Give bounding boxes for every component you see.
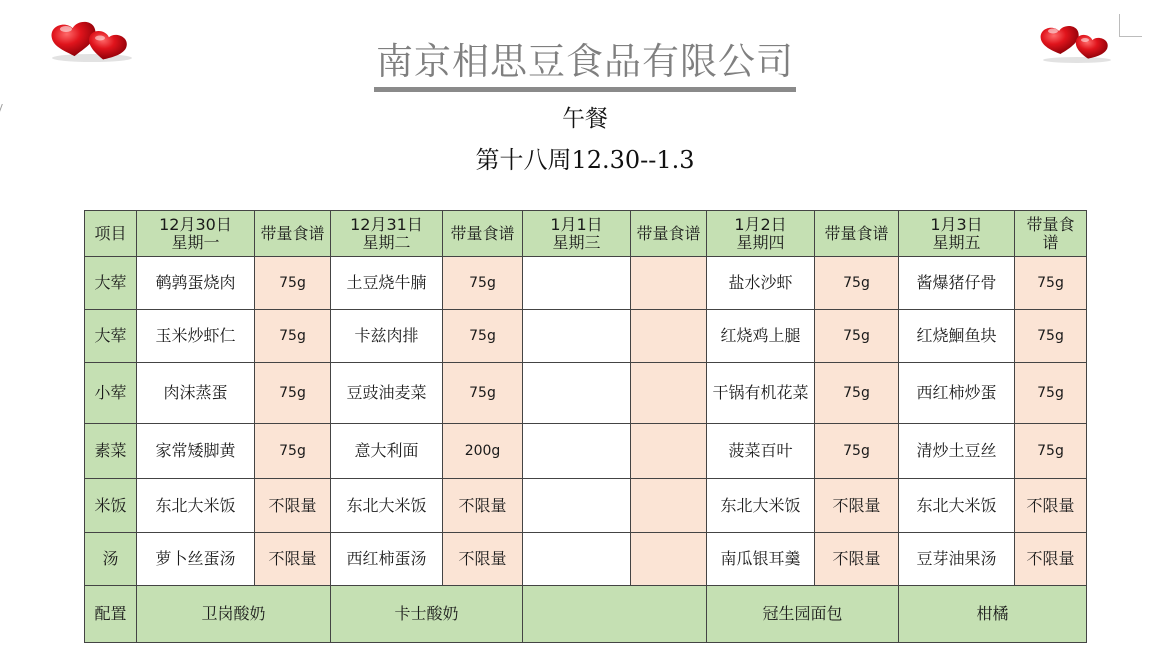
amount-cell: 不限量 bbox=[1015, 479, 1087, 533]
config-cell: 冠生园面包 bbox=[707, 586, 899, 643]
dish-cell: 红烧鮰鱼块 bbox=[899, 310, 1015, 363]
header-cell: 1月3日 星期五 bbox=[899, 211, 1015, 257]
dish-cell: 意大利面 bbox=[331, 424, 443, 479]
dish-cell: 东北大米饭 bbox=[331, 479, 443, 533]
amount-cell bbox=[631, 363, 707, 424]
amount-cell: 不限量 bbox=[815, 479, 899, 533]
dish-cell: 西红柿炒蛋 bbox=[899, 363, 1015, 424]
amount-cell: 75g bbox=[1015, 310, 1087, 363]
dish-cell bbox=[523, 424, 631, 479]
config-row bbox=[85, 586, 1087, 643]
amount-cell: 75g bbox=[443, 363, 523, 424]
amount-cell: 75g bbox=[815, 363, 899, 424]
amount-cell: 75g bbox=[255, 363, 331, 424]
dish-cell: 萝卜丝蛋汤 bbox=[137, 533, 255, 586]
table-row bbox=[85, 533, 1087, 586]
header-cell: 项目 bbox=[85, 211, 137, 257]
config-cell: 卫岗酸奶 bbox=[137, 586, 331, 643]
header-cell: 带量食谱 bbox=[255, 211, 331, 257]
header-cell: 带量食谱 bbox=[443, 211, 523, 257]
amount-cell: 不限量 bbox=[255, 479, 331, 533]
dish-cell: 土豆烧牛腩 bbox=[331, 257, 443, 310]
amount-cell bbox=[631, 310, 707, 363]
dish-cell: 东北大米饭 bbox=[137, 479, 255, 533]
category-cell: 配置 bbox=[85, 586, 137, 643]
dish-cell: 豆芽油果汤 bbox=[899, 533, 1015, 586]
amount-cell: 75g bbox=[1015, 257, 1087, 310]
dish-cell: 豆豉油麦菜 bbox=[331, 363, 443, 424]
table-row bbox=[85, 363, 1087, 424]
amount-cell: 不限量 bbox=[443, 533, 523, 586]
table-row bbox=[85, 310, 1087, 363]
amount-cell: 75g bbox=[255, 310, 331, 363]
dish-cell: 家常矮脚黄 bbox=[137, 424, 255, 479]
table-row bbox=[85, 424, 1087, 479]
amount-cell bbox=[631, 257, 707, 310]
dish-cell: 西红柿蛋汤 bbox=[331, 533, 443, 586]
lunch-menu-table bbox=[84, 210, 1087, 643]
table-row bbox=[85, 257, 1087, 310]
amount-cell: 75g bbox=[255, 257, 331, 310]
amount-cell: 75g bbox=[1015, 424, 1087, 479]
meal-title: 午餐 bbox=[562, 106, 608, 132]
amount-cell bbox=[631, 479, 707, 533]
amount-cell: 75g bbox=[815, 310, 899, 363]
dish-cell bbox=[523, 479, 631, 533]
dish-cell: 酱爆猪仔骨 bbox=[899, 257, 1015, 310]
amount-cell bbox=[631, 424, 707, 479]
amount-cell: 不限量 bbox=[815, 533, 899, 586]
dish-cell: 东北大米饭 bbox=[707, 479, 815, 533]
dish-cell: 南瓜银耳羹 bbox=[707, 533, 815, 586]
header-cell: 带量食谱 bbox=[815, 211, 899, 257]
amount-cell: 75g bbox=[815, 424, 899, 479]
category-cell: 大荤 bbox=[85, 310, 137, 363]
dish-cell bbox=[523, 363, 631, 424]
company-name: 南京相思豆食品有限公司 bbox=[374, 38, 796, 92]
header-cell: 12月30日 星期一 bbox=[137, 211, 255, 257]
dish-cell: 肉沫蒸蛋 bbox=[137, 363, 255, 424]
week-title: 第十八周12.30--1.3 bbox=[475, 146, 695, 174]
amount-cell: 75g bbox=[443, 310, 523, 363]
company-title bbox=[0, 38, 1170, 92]
header-cell: 带量食谱 bbox=[1015, 211, 1087, 257]
amount-cell: 不限量 bbox=[443, 479, 523, 533]
config-cell bbox=[523, 586, 707, 643]
dish-cell bbox=[523, 257, 631, 310]
config-cell: 柑橘 bbox=[899, 586, 1087, 643]
category-cell: 汤 bbox=[85, 533, 137, 586]
dish-cell: 卡兹肉排 bbox=[331, 310, 443, 363]
category-cell: 大荤 bbox=[85, 257, 137, 310]
amount-cell: 200g bbox=[443, 424, 523, 479]
header-cell: 1月1日 星期三 bbox=[523, 211, 631, 257]
amount-cell: 75g bbox=[443, 257, 523, 310]
dish-cell: 红烧鸡上腿 bbox=[707, 310, 815, 363]
amount-cell: 75g bbox=[1015, 363, 1087, 424]
dish-cell bbox=[523, 310, 631, 363]
header-cell: 1月2日 星期四 bbox=[707, 211, 815, 257]
config-cell: 卡士酸奶 bbox=[331, 586, 523, 643]
dish-cell: 菠菜百叶 bbox=[707, 424, 815, 479]
header-cell: 12月31日 星期二 bbox=[331, 211, 443, 257]
amount-cell: 75g bbox=[255, 424, 331, 479]
header-row bbox=[85, 211, 1087, 257]
category-cell: 米饭 bbox=[85, 479, 137, 533]
dish-cell: 东北大米饭 bbox=[899, 479, 1015, 533]
category-cell: 素菜 bbox=[85, 424, 137, 479]
right-margin-mark bbox=[1119, 14, 1142, 37]
header-cell: 带量食谱 bbox=[631, 211, 707, 257]
category-cell: 小荤 bbox=[85, 363, 137, 424]
amount-cell bbox=[631, 533, 707, 586]
amount-cell: 75g bbox=[815, 257, 899, 310]
dish-cell: 鹌鹑蛋烧肉 bbox=[137, 257, 255, 310]
table-row bbox=[85, 479, 1087, 533]
dish-cell: 干锅有机花菜 bbox=[707, 363, 815, 424]
dish-cell: 玉米炒虾仁 bbox=[137, 310, 255, 363]
dish-cell: 清炒土豆丝 bbox=[899, 424, 1015, 479]
dish-cell bbox=[523, 533, 631, 586]
dish-cell: 盐水沙虾 bbox=[707, 257, 815, 310]
amount-cell: 不限量 bbox=[1015, 533, 1087, 586]
amount-cell: 不限量 bbox=[255, 533, 331, 586]
